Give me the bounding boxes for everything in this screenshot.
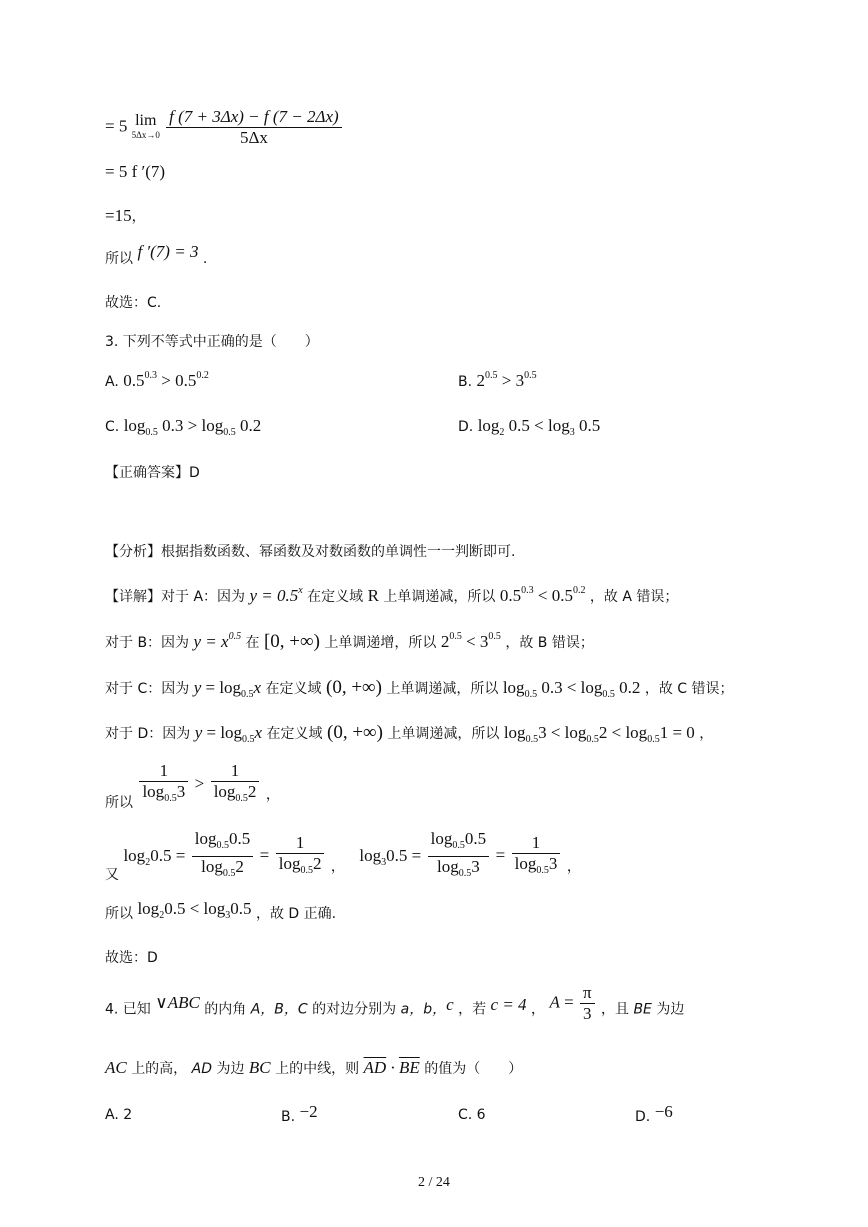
q3-option-d: D. $\log_2 0.5 < \log_3 0.5$ — [458, 416, 601, 438]
page-number: 2 / 24 — [418, 1175, 450, 1190]
derivation-line-4: 所以 f ′(7) = 3 . — [105, 242, 208, 267]
q4-option-a: A. 2 — [105, 1107, 133, 1123]
derivation-line-1: = 5 lim 5Δx→0 $\frac{f (7 + 3\Delta x) - f (7 - 2\Delta x)}{5\Delta x}$ — [105, 108, 344, 147]
q3-conclusion: 所以 $\log_20.5 < \log_30.5$ ，故 D 正确. — [105, 899, 337, 922]
q4-option-c: C. 6 — [458, 1107, 486, 1123]
derivation-line-2: = 5 f ′(7) — [105, 162, 166, 181]
q3-option-b: B. $2^{0.5} > 3^{0.5}$ — [458, 370, 537, 390]
q3-change-of-base: 又 $\log_20.5$ = $\frac{\log_{0.5}0.5}{\log_{0.5}2}$ = $\frac{1}{\log_{0.5}2}$ ， $\log_30.5$ = $\frac{\log_{0.5}0.5}{\log_{0.5}3}$ = $\frac{1}{\log_{0.5}3}$ ， — [105, 829, 581, 883]
q3-stem: 3. 下列不等式中正确的是（ ） — [105, 334, 319, 350]
q3-detail-b: 对于 B：因为 $y = x^{0.5}$ 在 [0, +∞) 上单调递增，所以 $2^{0.5} < 3^{0.5}$ ，故 B 错误； — [105, 631, 594, 652]
q3-detail-d: 对于 D：因为 $y = \log_{0.5}x$ 在定义域 (0, +∞) 上单调递减，所以 $\log_{0.5}3 < \log_{0.5}2 < \log_{0.5}1 = 0$ ， — [105, 722, 714, 745]
derivation-line-3: =15， — [105, 206, 146, 225]
q3-answer: 【正确答案】D — [105, 465, 200, 481]
choice-line-q2: 故选：C. — [105, 295, 162, 311]
q4-option-b: B. −2 — [281, 1102, 318, 1125]
q3-detail-c: 对于 C：因为 $y = \log_{0.5}x$ 在定义域 (0, +∞) 上单调递减，所以 $\log_{0.5} 0.3 < \log_{0.5} 0.2$ ，故 C 错误； — [105, 677, 734, 700]
q3-choice: 故选：D — [105, 950, 158, 966]
q3-reciprocal-inequality: 所以 $\frac{1}{\log_{0.5}3}$ > $\frac{1}{\log_{0.5}2}$ ， — [105, 761, 280, 811]
q3-analysis: 【分析】根据指数函数、幂函数及对数函数的单调性一一判断即可. — [105, 544, 516, 560]
q3-option-c: C. $\log_{0.5} 0.3 > \log_{0.5} 0.2$ — [105, 416, 262, 438]
difference-quotient: $\frac{f (7 + 3\Delta x) - f (7 - 2\Delta x)}{5\Delta x}$ — [166, 108, 342, 147]
q4-stem-line-2: AC 上的高， AD 为边 BC 上的中线，则 $\overline{AD} \cdot \overline{BE}$ 的值为（ ） — [105, 1058, 523, 1077]
q4-stem-line-1: 4. 已知 ∨ABC 的内角 A，B，C 的对边分别为 a，b，c ，若 c = 4 ， A = $\frac{\pi}{3}$ ，且 BE 为边 — [105, 983, 685, 1023]
limit-expression: lim 5Δx→0 — [131, 111, 160, 140]
q3-detail-a: 【详解】对于 A：因为 $y = 0.5^x$ 在定义域 R 上单调递减，所以 $0.5^{0.3} < 0.5^{0.2}$ ，故 A 错误； — [105, 585, 679, 605]
q4-option-d: D. −6 — [635, 1102, 673, 1125]
q3-option-a: A. $0.5^{0.3} > 0.5^{0.2}$ — [105, 370, 209, 390]
